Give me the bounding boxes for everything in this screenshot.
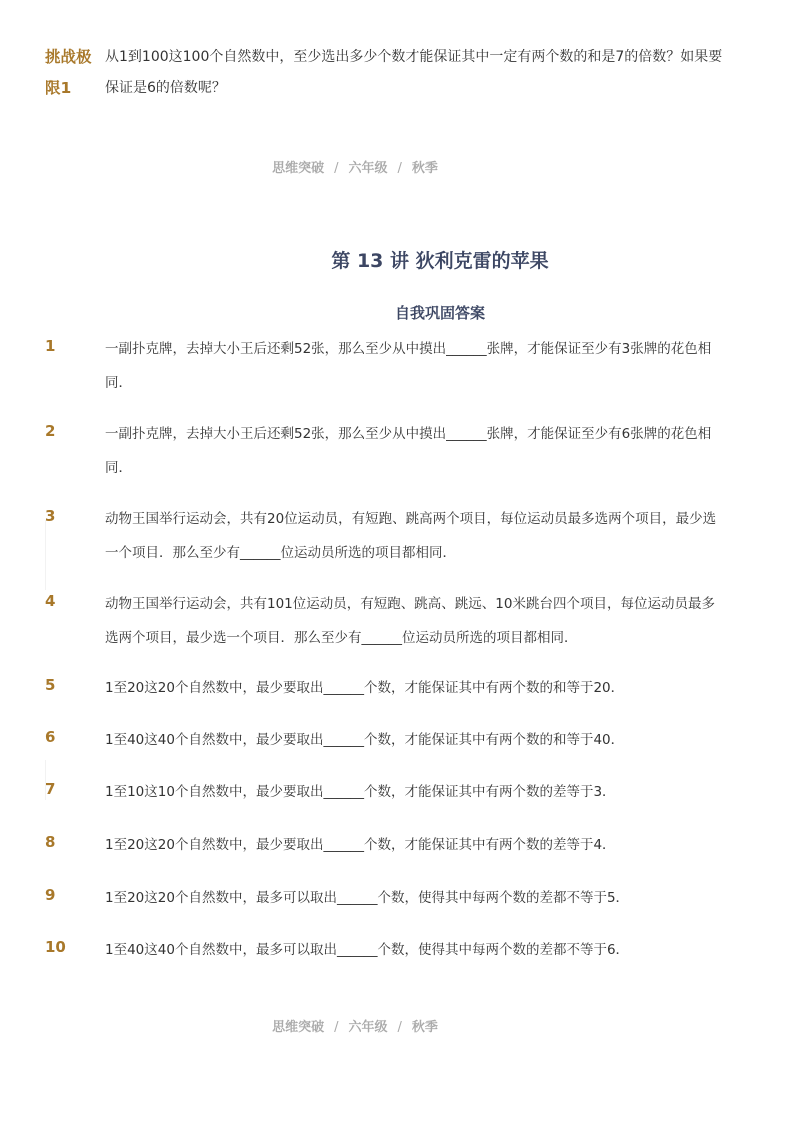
page-footer	[0, 157, 710, 176]
footer-separator: /	[397, 1020, 402, 1035]
item-number: 2	[45, 422, 56, 440]
footer-course: 思维突破	[272, 1020, 325, 1035]
item-number: 8	[45, 833, 56, 851]
item-text: 1至40这40个自然数中，最少要取出______个数，才能保证其中有两个数的和等于40．	[105, 732, 625, 748]
page-footer	[0, 1016, 710, 1035]
footer-separator: /	[334, 1020, 339, 1035]
item-text: 1至40这40个自然数中，最多可以取出______个数，使得其中每两个数的差都不等于6．	[105, 942, 630, 958]
footer-season: 秋季	[411, 161, 438, 176]
item-text: 动物王国举行运动会，共有101位运动员，有短跑、跳高、跳远、10米跳台四个项目，每位运动员最多选两个项目，最少选一个项目．那么至少有______位运动员所选的项目都相同．	[105, 596, 715, 646]
item-number: 10	[45, 938, 66, 956]
item-text: 1至20这20个自然数中，最少要取出______个数，才能保证其中有两个数的和等于20．	[105, 680, 625, 696]
item-text: 一副扑克牌，去掉大小王后还剩52张，那么至少从中摸出______张牌，才能保证至少有3张牌的花色相同．	[105, 341, 712, 391]
footer-grade: 六年级	[348, 161, 388, 176]
footer-grade: 六年级	[348, 1020, 388, 1035]
item-number: 3	[45, 507, 56, 525]
item-text: 1至20这20个自然数中，最少要取出______个数，才能保证其中有两个数的差等于4．	[105, 837, 616, 853]
item-text: 动物王国举行运动会，共有20位运动员，有短跑、跳高两个项目，每位运动员最多选两个项目，最少选一个项目．那么至少有______位运动员所选的项目都相同．	[105, 511, 717, 561]
lecture-title: 第 13 讲 狄利克雷的苹果	[331, 250, 549, 272]
item-text: 一副扑克牌，去掉大小王后还剩52张，那么至少从中摸出______张牌，才能保证至少有6张牌的花色相同．	[105, 426, 712, 476]
challenge-tag: 挑战极限1	[45, 48, 92, 97]
item-text: 1至10这10个自然数中，最少要取出______个数，才能保证其中有两个数的差等于3．	[105, 784, 616, 800]
challenge-text: 从1到100这100个自然数中，至少选出多少个数才能保证其中一定有两个数的和是7的倍数？如果要保证是6的倍数呢？	[105, 49, 723, 96]
item-number: 4	[45, 592, 56, 610]
item-number: 7	[45, 780, 56, 798]
item-text: 1至20这20个自然数中，最多可以取出______个数，使得其中每两个数的差都不等于5．	[105, 890, 630, 906]
item-number: 9	[45, 886, 56, 904]
footer-course: 思维突破	[272, 161, 325, 176]
item-number: 1	[45, 337, 56, 355]
item-number: 5	[45, 676, 56, 694]
section-title: 自我巩固答案	[394, 304, 485, 322]
footer-separator: /	[397, 161, 402, 176]
footer-separator: /	[334, 161, 339, 176]
footer-season: 秋季	[411, 1020, 438, 1035]
item-number: 6	[45, 728, 56, 746]
